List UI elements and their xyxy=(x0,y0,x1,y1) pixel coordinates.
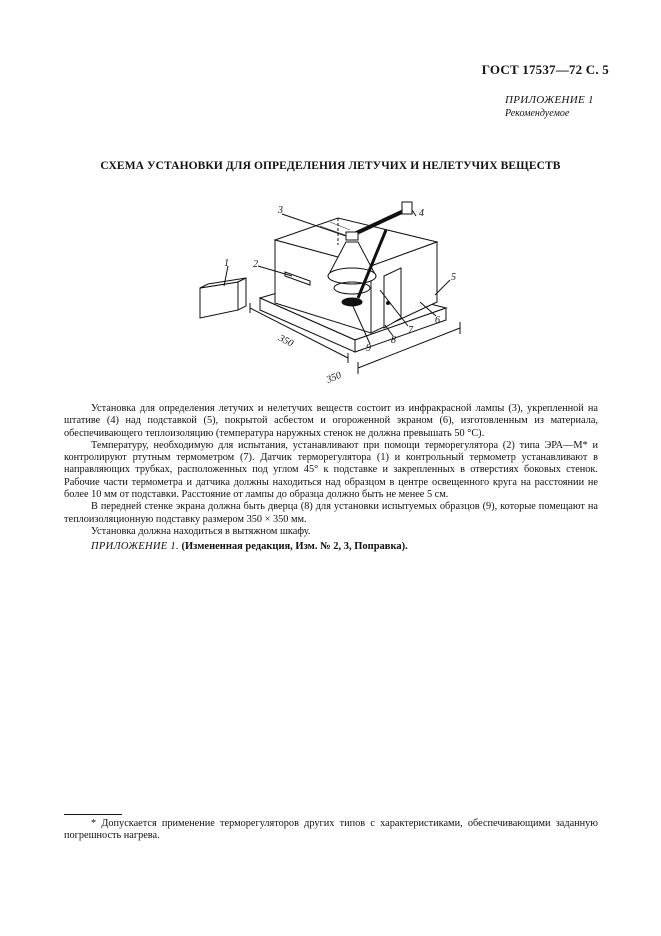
figure-label-9: 9 xyxy=(366,343,371,354)
document-title: СХЕМА УСТАНОВКИ ДЛЯ ОПРЕДЕЛЕНИЯ ЛЕТУЧИХ И НЕЛЕТУЧИХ ВЕЩЕСТВ xyxy=(100,160,561,172)
body-text xyxy=(64,403,598,538)
paragraph: Установка должна находиться в вытяжном шкафу. xyxy=(91,525,311,537)
stand-clamp xyxy=(402,202,412,214)
amendment-note-label: ПРИЛОЖЕНИЕ 1. xyxy=(91,541,179,552)
appendix-label: ПРИЛОЖЕНИЕ 1 xyxy=(505,94,594,106)
figure-label-4: 4 xyxy=(419,208,424,219)
footnote-divider xyxy=(64,814,122,815)
paragraph: Установка для определения летучих и нелетучих веществ состоит из инфракрасной лампы (3), укрепленной на штативе (4) над подставкой (5), покрытой асбестом и огороженной экраном (6), изготовленным из материала, обеспечивающего теплоизоляцию (температура наружных стенок не должна превышать 50 °С). xyxy=(64,403,598,439)
installation-diagram xyxy=(180,190,480,395)
lamp-cap xyxy=(346,232,358,240)
dimension-label-1: 350 xyxy=(276,332,295,350)
page-header: ГОСТ 17537—72 С. 5 xyxy=(481,62,609,77)
paragraph: В передней стенке экрана должна быть дверца (8) для установки испытуемых образцов (9), которые помещают на теплоизоляционную подставку размером 350 × 350 мм. xyxy=(64,501,598,525)
footnote-text: * Допускается применение терморегуляторов других типов с характеристиками, обеспечивающими заданную погрешность нагрева. xyxy=(64,818,598,842)
footnote xyxy=(64,818,598,843)
figure-label-1: 1 xyxy=(224,258,229,269)
figure-label-6: 6 xyxy=(435,315,440,326)
paragraph: Температуру, необходимую для испытания, устанавливают при помощи терморегулятора (2) типа ЭРА—М* и контролируют ртутным термометром (7). Датчик терморегулятора (1) и контрольный термометр устанавливают в направляющих трубках, расположенных под углом 45° к подставке и закрепленных в отверстиях боковых стенок. Рабочие части термометра и датчика должны находиться над образцом в центре освещенного круга на расстоянии не более 10 мм от подставки. Расстояние от лампы до образца должно быть не менее 5 см. xyxy=(64,439,598,501)
amendment-note-text: (Измененная редакция, Изм. № 2, 3, Поправка). xyxy=(181,541,408,552)
appendix-subtitle: Рекомендуемое xyxy=(505,108,570,119)
dimension-label-2: 350 xyxy=(325,369,344,386)
figure-label-3: 3 xyxy=(278,205,283,216)
amendment-note xyxy=(91,541,408,552)
figure-label-7: 7 xyxy=(408,325,413,336)
figure-label-8: 8 xyxy=(391,335,396,346)
figure-label-5: 5 xyxy=(451,272,456,283)
figure-label-2: 2 xyxy=(253,259,258,270)
